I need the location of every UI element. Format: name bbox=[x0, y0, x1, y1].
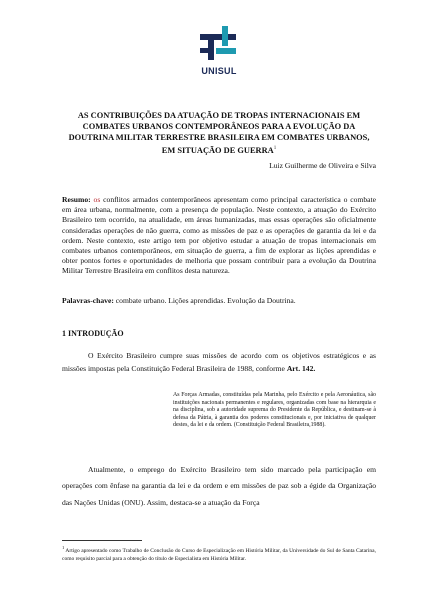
intro-paragraph-1 bbox=[62, 350, 376, 375]
abstract bbox=[62, 195, 376, 277]
title-text: AS CONTRIBUIÇÕES DA ATUAÇÃO DE TROPAS INTERNACIONAIS EM COMBATES URBANOS CONTEMPORÂNEOS PARA A EVOLUÇÃO DA DOUTRINA MILITAR TERRESTRE BRASILEIRA EM COMBATES URBANOS, EM SITUAÇÃO DE GUERRA bbox=[68, 111, 370, 155]
title-footnote-marker: 1 bbox=[273, 146, 277, 151]
footnote-text: Artigo apresentado como Trabalho de Conclusão do Curso de Especialização em História Militar, da Universidade do Sul de Santa Catarina, como requisito parcial para a obtenção do título de Especialista em História Militar. bbox=[62, 547, 376, 562]
keywords bbox=[62, 296, 376, 306]
intro-paragraph-1-text: O Exército Brasileiro cumpre suas missões de acordo com os objetivos estratégicos e as missões impostas pela Constituição Federal Brasileira de 1988, conforme bbox=[62, 351, 376, 373]
unisul-logo-icon bbox=[196, 22, 240, 66]
abstract-highlight: os bbox=[90, 195, 101, 204]
logo-text: UNISUL bbox=[201, 66, 237, 76]
keywords-label: Palavras-chave: bbox=[62, 296, 114, 305]
footnote-divider bbox=[62, 540, 142, 541]
article-reference: Art. 142. bbox=[286, 363, 316, 373]
keywords-text: combate urbano. Lições aprendidas. Evolução da Doutrina. bbox=[113, 296, 296, 305]
intro-paragraph-2: Atualmente, o emprego do Exército Brasileiro tem sido marcado pela participação em operações com ênfase na garantia da lei e da ordem e em missões de paz sob a égide da Organização das Nações Unidas (ONU). Assim, destaca-se a atuação da Força bbox=[62, 465, 376, 507]
article-title bbox=[62, 110, 376, 156]
block-quote: As Forças Armadas, constituídas pela Marinha, pelo Exército e pela Aeronáutica, são instituições nacionais permanentes e regulares, organizadas com base na hierarquia e na disciplina, sob a autoridade suprema do Presidente da República, e destinam-se à defesa da Pátria, à garantia dos poderes constitucionais e, por iniciativa de qualquer destes, da lei e da ordem. (Constituição Federal Brasileira,1988). bbox=[173, 392, 376, 429]
footnote bbox=[62, 544, 376, 563]
abstract-label: Resumo: bbox=[62, 195, 91, 204]
author-name: Luiz Guilherme de Oliveira e Silva bbox=[269, 161, 376, 170]
footnote-marker: 1 bbox=[62, 545, 65, 550]
section-heading: 1 INTRODUÇÃO bbox=[62, 329, 124, 338]
abstract-text: conflitos armados contemporâneos apresentam como principal característica o combate em área urbana, normalmente, com a presença de população. Neste contexto, a atuação do Exército Brasileiro tem ocorrido, na atualidade, em áreas humanizadas, mas essas operações são oficialmente consideradas operações de não guerra, como as missões de paz e as operações de garantia da lei e da ordem. Neste contexto, este artigo tem por objetivo estudar a atuação de tropas internacionais em combates urbanos contemporâneos, em situação de guerra, a fim de explorar as lições aprendidas e obter pontos fortes e oportunidades de melhoria que possam contribuir para a evolução da Doutrina Militar Terrestre Brasileira em conflitos desta natureza. bbox=[62, 195, 376, 276]
